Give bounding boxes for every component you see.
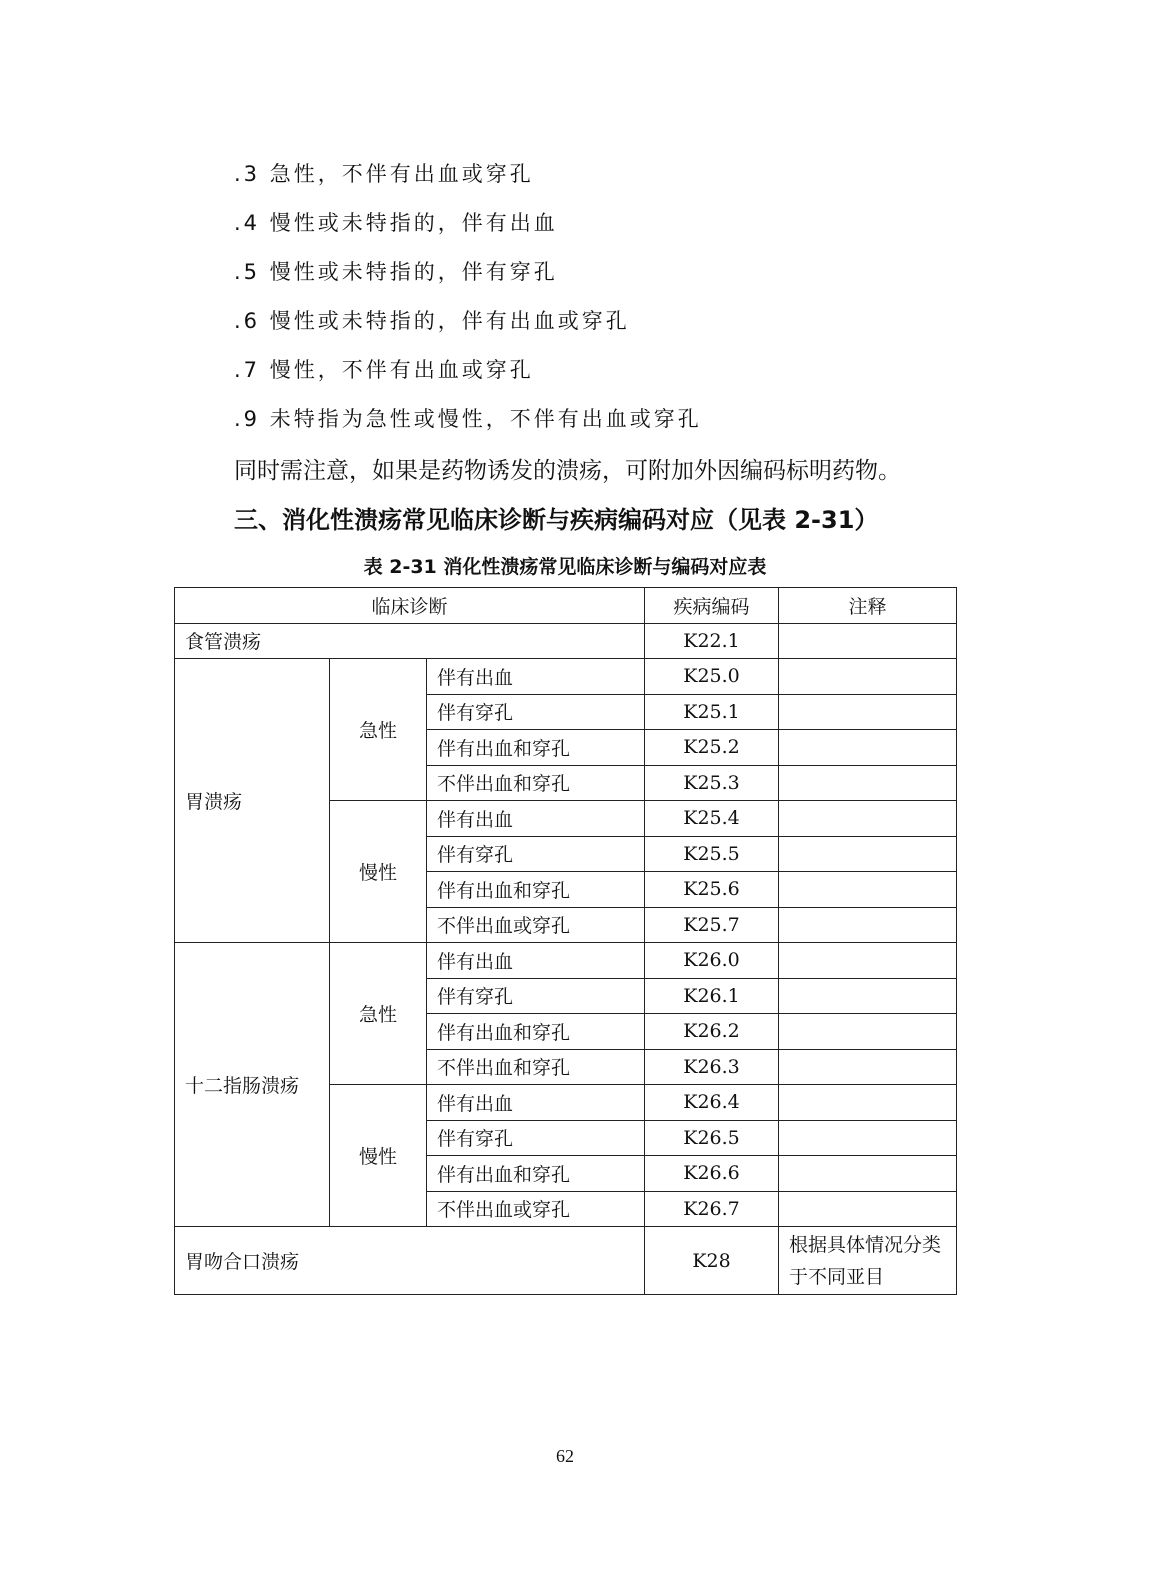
diagnosis-name: 十二指肠溃疡 xyxy=(175,943,330,1227)
diagnosis-detail: 伴有穿孔 xyxy=(427,836,645,872)
page-number: 62 xyxy=(556,1446,574,1466)
diagnosis-note xyxy=(779,1049,957,1085)
diagnosis-note xyxy=(779,694,957,730)
header-note: 注释 xyxy=(779,588,957,624)
diagnosis-note xyxy=(779,659,957,695)
diagnosis-detail: 不伴出血和穿孔 xyxy=(427,1049,645,1085)
diagnosis-note xyxy=(779,872,957,908)
acuity-label: 慢性 xyxy=(330,801,427,943)
acuity-label: 慢性 xyxy=(330,1085,427,1227)
note-paragraph: 同时需注意，如果是药物诱发的溃疡，可附加外因编码标明药物。 xyxy=(234,458,901,484)
header-code: 疾病编码 xyxy=(645,588,779,624)
note-text: 根据具体情况分类于不同亚目 xyxy=(789,1233,942,1288)
acuity-label: 急性 xyxy=(330,943,427,1085)
diagnosis-detail: 伴有出血和穿孔 xyxy=(427,872,645,908)
diagnosis-code: K28 xyxy=(645,1227,779,1295)
diagnosis-code: K26.5 xyxy=(645,1120,779,1156)
section-heading: 三、消化性溃疡常见临床诊断与疾病编码对应（见表 2-31） xyxy=(234,506,879,534)
diagnosis-note xyxy=(779,1120,957,1156)
table-row xyxy=(175,1227,957,1295)
diagnosis-note xyxy=(779,1085,957,1121)
diagnosis-note xyxy=(779,1191,957,1227)
table-row xyxy=(175,623,957,659)
diagnosis-code-table xyxy=(174,587,957,1295)
diagnosis-detail: 不伴出血和穿孔 xyxy=(427,765,645,801)
diagnosis-code: K26.6 xyxy=(645,1156,779,1192)
diagnosis-code: K26.3 xyxy=(645,1049,779,1085)
diagnosis-detail: 伴有出血 xyxy=(427,801,645,837)
diagnosis-code: K26.0 xyxy=(645,943,779,979)
diagnosis-name: 食管溃疡 xyxy=(175,623,645,659)
diagnosis-detail: 伴有出血和穿孔 xyxy=(427,730,645,766)
diagnosis-note xyxy=(779,765,957,801)
diagnosis-note xyxy=(779,801,957,837)
diagnosis-note xyxy=(779,1014,957,1050)
table-header-row xyxy=(175,588,957,624)
diagnosis-detail: 伴有出血 xyxy=(427,659,645,695)
diagnosis-code: K26.4 xyxy=(645,1085,779,1121)
diagnosis-detail: 不伴出血或穿孔 xyxy=(427,907,645,943)
diagnosis-detail: 伴有出血和穿孔 xyxy=(427,1156,645,1192)
diagnosis-code: K26.1 xyxy=(645,978,779,1014)
diagnosis-detail: 伴有出血和穿孔 xyxy=(427,1014,645,1050)
diagnosis-code: K25.3 xyxy=(645,765,779,801)
subcategory-item: .9 未特指为急性或慢性，不伴有出血或穿孔 xyxy=(234,407,702,431)
diagnosis-name: 胃溃疡 xyxy=(175,659,330,943)
subcategory-item: .7 慢性，不伴有出血或穿孔 xyxy=(234,358,534,382)
diagnosis-note xyxy=(779,907,957,943)
diagnosis-code: K22.1 xyxy=(645,623,779,659)
diagnosis-code: K25.5 xyxy=(645,836,779,872)
subcategory-item: .5 慢性或未特指的，伴有穿孔 xyxy=(234,260,558,284)
diagnosis-code: K25.2 xyxy=(645,730,779,766)
diagnosis-detail: 不伴出血或穿孔 xyxy=(427,1191,645,1227)
diagnosis-code: K25.7 xyxy=(645,907,779,943)
diagnosis-code: K25.6 xyxy=(645,872,779,908)
diagnosis-note xyxy=(779,1227,957,1295)
header-diagnosis: 临床诊断 xyxy=(175,588,645,624)
diagnosis-name: 胃吻合口溃疡 xyxy=(175,1227,645,1295)
table-row xyxy=(175,659,957,695)
diagnosis-note xyxy=(779,730,957,766)
diagnosis-note xyxy=(779,623,957,659)
diagnosis-detail: 伴有穿孔 xyxy=(427,978,645,1014)
diagnosis-detail: 伴有出血 xyxy=(427,1085,645,1121)
diagnosis-note xyxy=(779,978,957,1014)
diagnosis-detail: 伴有穿孔 xyxy=(427,1120,645,1156)
diagnosis-detail: 伴有穿孔 xyxy=(427,694,645,730)
diagnosis-code: K26.2 xyxy=(645,1014,779,1050)
table-row xyxy=(175,943,957,979)
acuity-label: 急性 xyxy=(330,659,427,801)
diagnosis-note xyxy=(779,1156,957,1192)
table-caption: 表 2-31 消化性溃疡常见临床诊断与编码对应表 xyxy=(363,556,767,578)
diagnosis-code: K25.0 xyxy=(645,659,779,695)
subcategory-item: .6 慢性或未特指的，伴有出血或穿孔 xyxy=(234,309,630,333)
diagnosis-detail: 伴有出血 xyxy=(427,943,645,979)
diagnosis-code: K25.1 xyxy=(645,694,779,730)
diagnosis-note xyxy=(779,943,957,979)
diagnosis-note xyxy=(779,836,957,872)
diagnosis-code: K26.7 xyxy=(645,1191,779,1227)
subcategory-item: .3 急性，不伴有出血或穿孔 xyxy=(234,162,534,186)
subcategory-item: .4 慢性或未特指的，伴有出血 xyxy=(234,211,558,235)
diagnosis-code: K25.4 xyxy=(645,801,779,837)
